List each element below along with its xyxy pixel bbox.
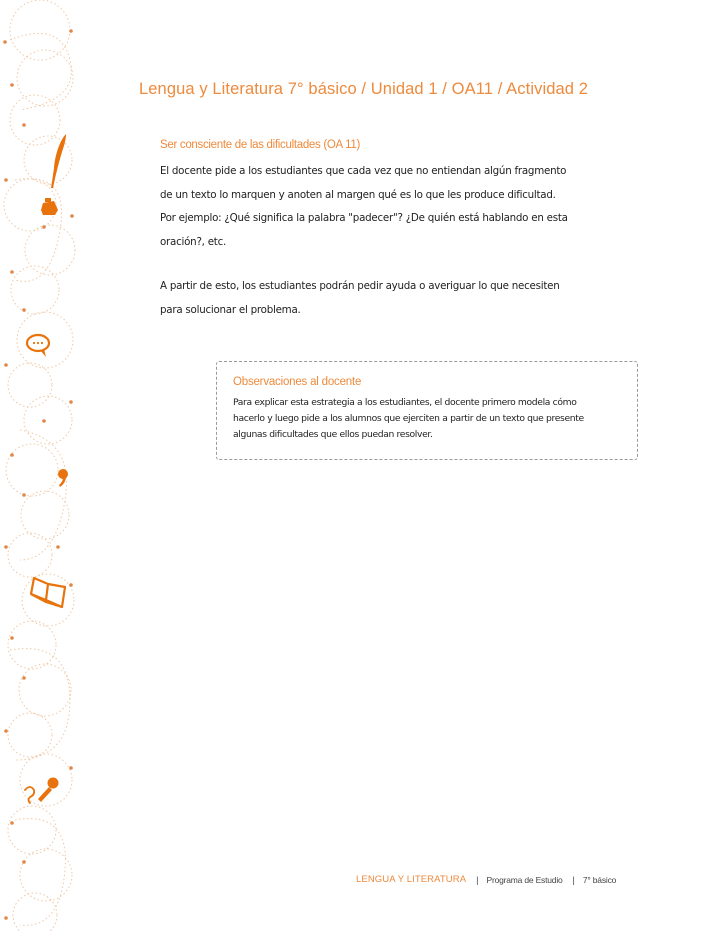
activity-title: Ser consciente de las dificultades (OA 11) [160,139,361,151]
activity-paragraph-2 [160,275,620,322]
teacher-notes-title: Observaciones al docente [233,376,362,388]
teacher-notes-body [233,395,637,443]
paragraph-line: Por ejemplo: ¿Qué significa la palabra "padecer"? ¿De quién está hablando en esta [160,212,568,224]
footer-separator: | [476,874,479,885]
paragraph-line: para solucionar el problema. [160,303,301,316]
note-line: algunas dificultades que ellos puedan resolver. [233,429,433,440]
paragraph-line: El docente pide a los estudiantes que cada vez que no entiendan algún fragmento [160,165,567,177]
microphone-icon [38,778,59,803]
note-line: Para explicar esta estrategia a los estudiantes, el docente primero modela cómo [233,397,577,408]
question-mark-icon [25,787,34,803]
paragraph-line: oración?, etc. [160,235,227,248]
speech-bubble-icon [27,335,49,357]
decorative-border [0,0,90,932]
inkwell-icon [41,198,58,215]
teacher-notes-box [216,361,638,460]
footer-separator: | [572,874,575,885]
activity-section [160,139,620,322]
footer-grade: 7° básico [582,874,617,885]
quill-pen-icon [51,134,66,188]
paragraph-line: de un texto lo marquen y anoten al margen qué es lo que les produce dificultad. [160,188,556,201]
page-footer [356,874,616,885]
paragraph-line: A partir de esto, los estudiantes podrán pedir ayuda o averiguar lo que necesiten [160,280,560,292]
footer-program: Programa de Estudio [486,874,563,885]
page-title: Lengua y Literatura 7° básico / Unidad 1 / OA11 / Actividad 2 [139,80,588,98]
footer-subject: LENGUA Y LITERATURA [356,874,467,885]
open-book-icon [31,578,65,607]
activity-paragraph-1 [160,160,620,254]
note-line: hacerlo y luego pide a los alumnos que ejerciten a partir de un texto que presente [233,413,584,424]
